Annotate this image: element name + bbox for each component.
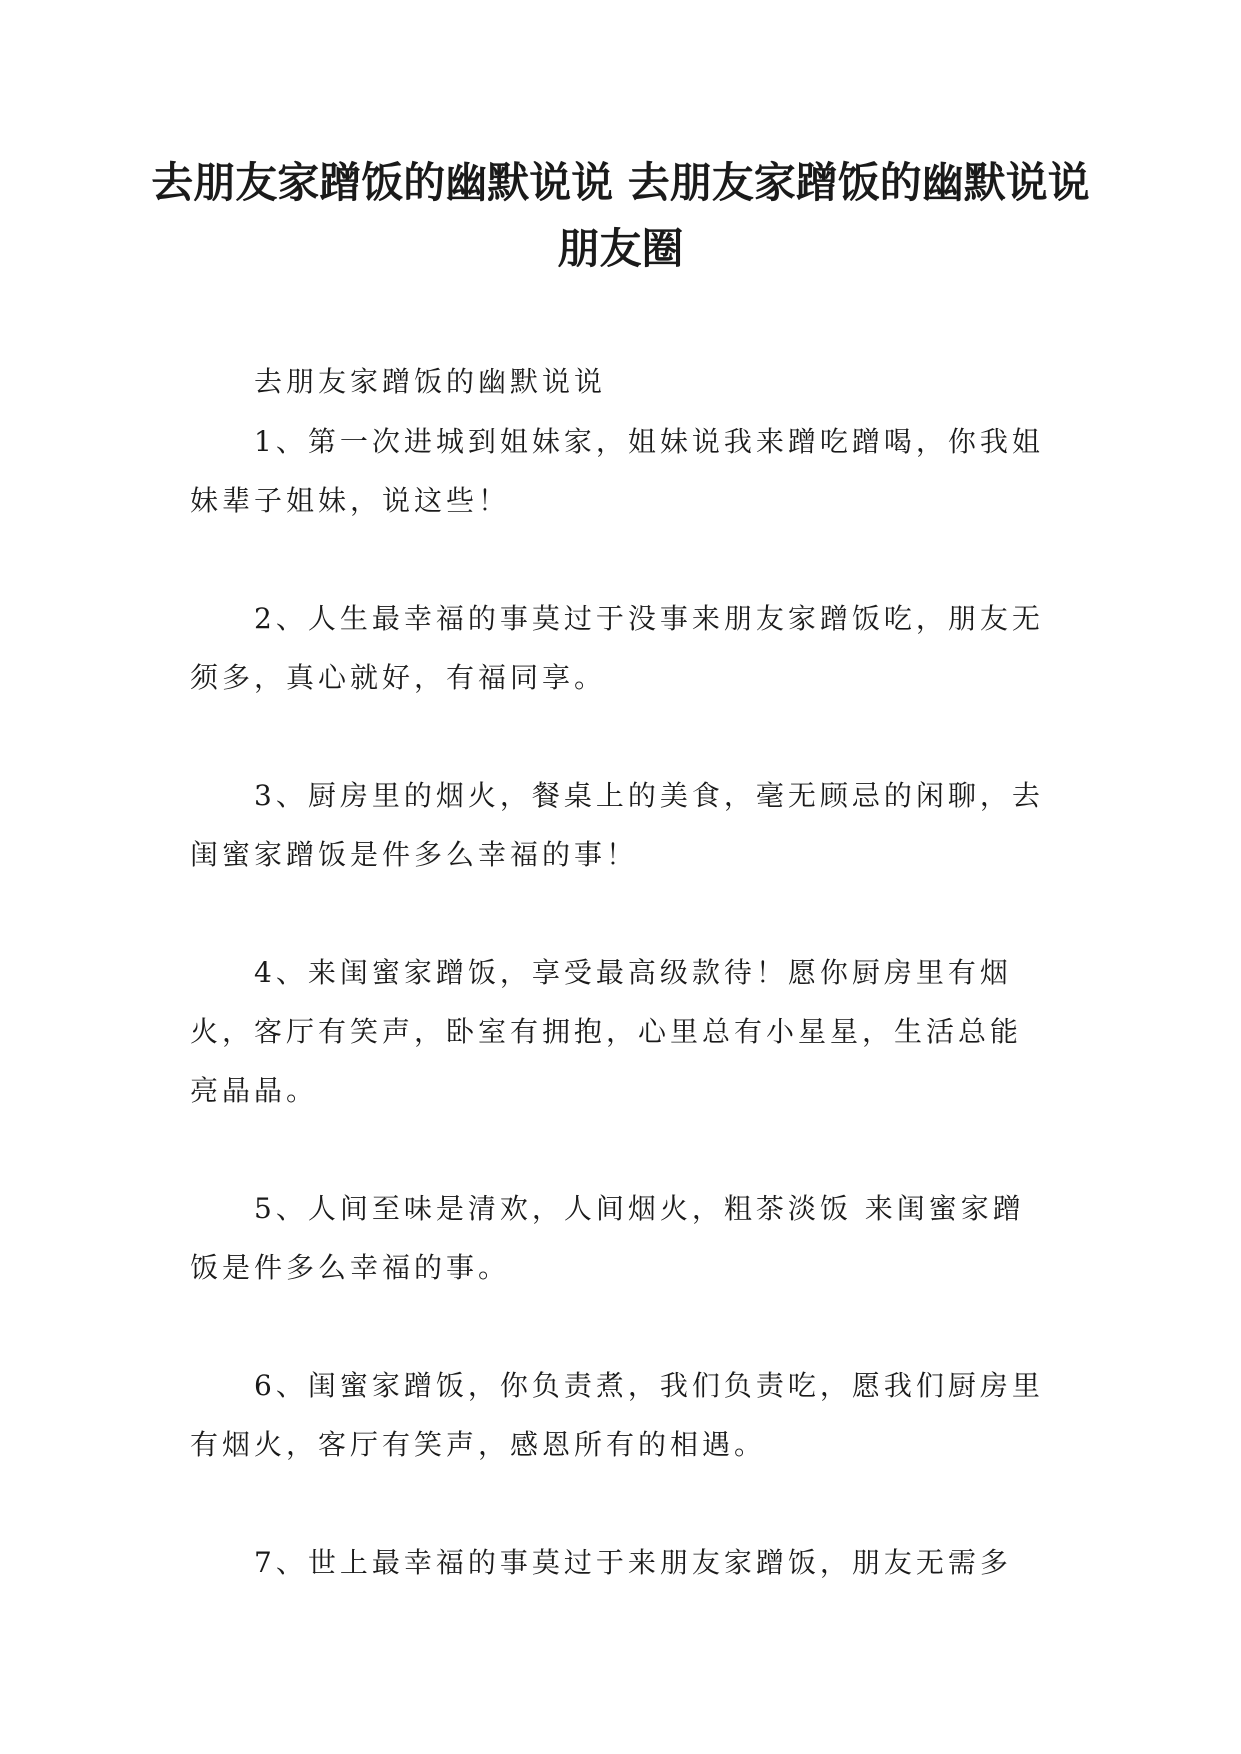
item-list xyxy=(190,412,1051,1592)
document-title: 去朋友家蹭饭的幽默说说 去朋友家蹭饭的幽默说说朋友圈 xyxy=(151,158,1090,273)
list-item: 5、人间至味是清欢，人间烟火，粗茶淡饭 来闺蜜家蹭饭是件多么幸福的事。 xyxy=(190,1192,1025,1284)
list-item: 3、厨房里的烟火，餐桌上的美食，毫无顾忌的闲聊，去闺蜜家蹭饭是件多么幸福的事！ xyxy=(190,779,1044,871)
list-item: 7、世上最幸福的事莫过于来朋友家蹭饭，朋友无需多 xyxy=(254,1546,1012,1579)
section-heading-text: 去朋友家蹭饭的幽默说说 xyxy=(254,365,607,398)
list-item: 4、来闺蜜家蹭饭，享受最高级款待！愿你厨房里有烟火，客厅有笑声，卧室有拥抱，心里总有小星星，生活总能亮晶晶。 xyxy=(190,956,1023,1107)
list-item: 2、人生最幸福的事莫过于没事来朋友家蹭饭吃，朋友无须多，真心就好，有福同享。 xyxy=(190,602,1044,694)
list-item: 1、第一次进城到姐妹家，姐妹说我来蹭吃蹭喝，你我姐妹辈子姐妹，说这些！ xyxy=(190,425,1044,517)
list-item: 6、闺蜜家蹭饭，你负责煮，我们负责吃，愿我们厨房里有烟火，客厅有笑声，感恩所有的相遇。 xyxy=(190,1369,1044,1461)
section-heading xyxy=(190,352,1051,411)
